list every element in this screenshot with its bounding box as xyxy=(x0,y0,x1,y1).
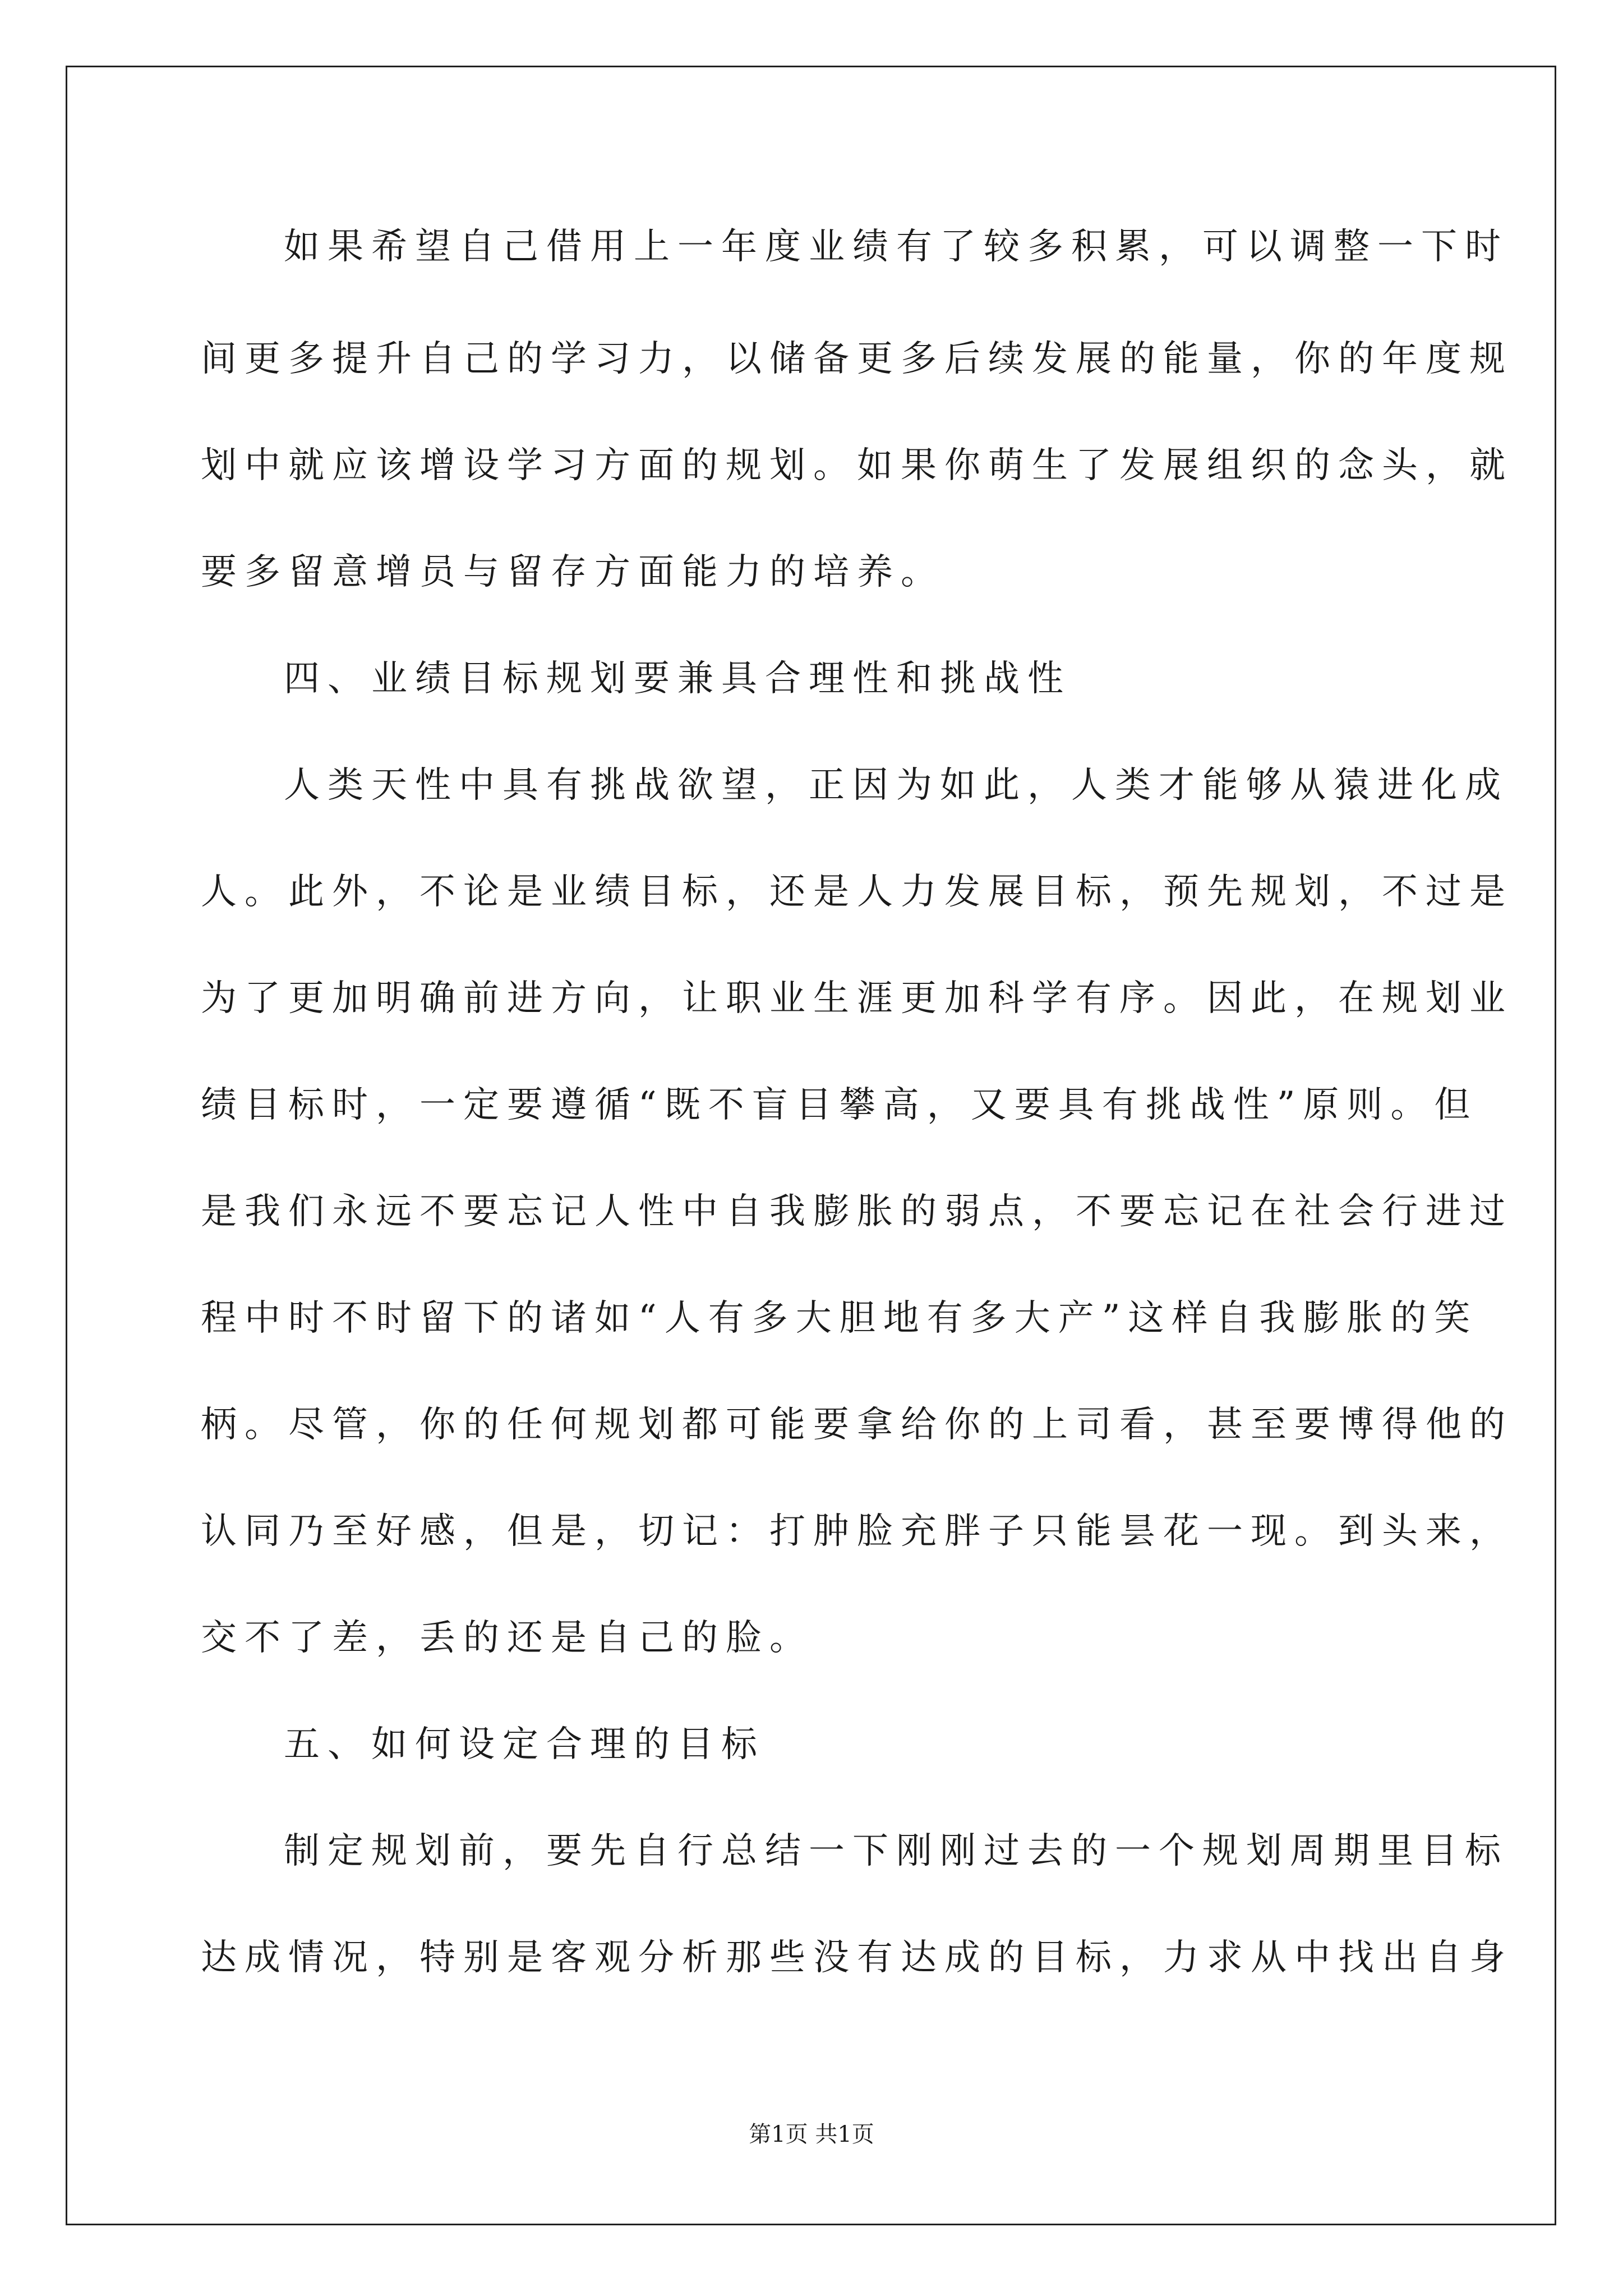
text-line: 是我们永远不要忘记人性中自我膨胀的弱点，不要忘记在社会行进过 xyxy=(201,1191,1513,1232)
text-line: 人。此外，不论是业绩目标，还是人力发展目标，预先规划，不过是 xyxy=(201,871,1513,913)
text-line: 间更多提升自己的学习力，以储备更多后续发展的能量，你的年度规 xyxy=(201,338,1513,380)
text-line: 交不了差，丢的还是自己的脸。 xyxy=(201,1617,813,1659)
text-line: 划中就应该增设学习方面的规划。如果你萌生了发展组织的念头，就 xyxy=(201,445,1513,486)
text-line: 达成情况，特别是客观分析那些没有达成的目标，力求从中找出自身 xyxy=(201,1937,1513,1978)
text-line: 柄。尽管，你的任何规划都可能要拿给你的上司看，甚至要博得他的 xyxy=(201,1404,1513,1446)
text-line: 认同乃至好感，但是，切记：打肿脸充胖子只能昙花一现。到头来， xyxy=(201,1511,1513,1552)
text-line: 绩目标时，一定要遵循“既不盲目攀高，又要具有挑战性”原则。但 xyxy=(201,1084,1478,1126)
text-line: 人类天性中具有挑战欲望，正因为如此，人类才能够从猿进化成 xyxy=(284,765,1509,806)
text-line: 如果希望自己借用上一年度业绩有了较多积累，可以调整一下时 xyxy=(284,226,1509,268)
text-line: 制定规划前，要先自行总结一下刚刚过去的一个规划周期里目标 xyxy=(284,1830,1509,1872)
text-line: 为了更加明确前进方向，让职业生涯更加科学有序。因此，在规划业 xyxy=(201,978,1513,1019)
text-line: 要多留意增员与留存方面能力的培养。 xyxy=(201,551,944,593)
text-line: 程中时不时留下的诸如“人有多大胆地有多大产”这样自我膨胀的笑 xyxy=(201,1297,1478,1339)
page-border xyxy=(66,66,1556,2225)
section-heading: 四、业绩目标规划要兼具合理性和挑战性 xyxy=(284,658,1071,700)
page-number-footer: 第1页 共1页 xyxy=(749,2122,874,2147)
section-heading: 五、如何设定合理的目标 xyxy=(284,1724,765,1765)
